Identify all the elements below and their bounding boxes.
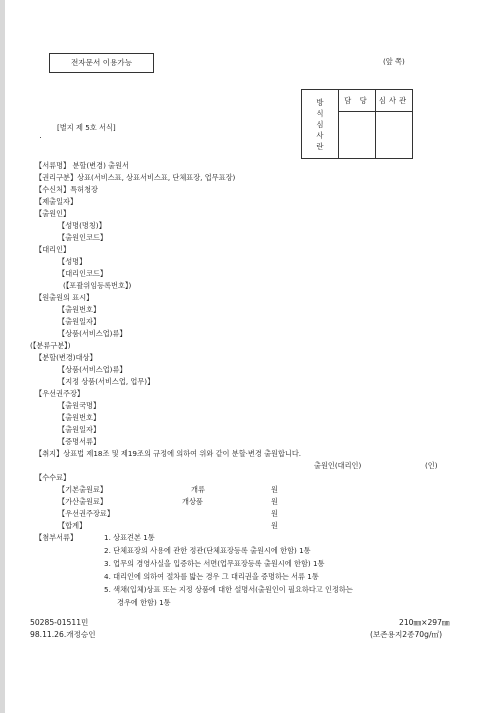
form-line: 【우선권주장】	[35, 389, 85, 398]
form-line: 【출원인】	[35, 209, 71, 218]
form-line: 【가산출원료】	[58, 497, 108, 506]
tick-mark	[40, 137, 41, 138]
form-line: 【출원번호】	[58, 305, 101, 314]
page-side-label: (앞 쪽)	[383, 57, 405, 66]
form-line: (【포괄위임등록번호】)	[63, 281, 132, 290]
form-line: 개류	[191, 485, 205, 494]
form-line: 【우선권주장료】	[58, 509, 115, 518]
form-line: 【대리인】	[35, 245, 71, 254]
footer-revised: 98.11.26.개정승인	[30, 630, 96, 639]
form-line: 원	[271, 521, 278, 530]
form-line: 개상품	[182, 497, 203, 506]
role-examiner: 심사관	[376, 90, 413, 112]
form-line: 【증명서류】	[58, 437, 101, 446]
form-line: 【원출원의 표시】	[35, 293, 94, 302]
sign-examiner-cell[interactable]	[376, 111, 413, 158]
form-line: 출원인(대리인)	[314, 461, 362, 470]
role-staff: 담 당	[339, 90, 376, 112]
form-line: 4. 대리인에 의하여 절차를 밟는 경우 그 대리권을 증명하는 서류 1통	[104, 572, 319, 581]
form-line: 【출원일자】	[58, 425, 101, 434]
form-number: [별지 제 5호 서식]	[57, 123, 116, 132]
left-margin-bar	[0, 0, 5, 713]
form-line: 【첨부서류】	[35, 533, 78, 542]
form-line: 【출원번호】	[58, 413, 101, 422]
approval-char: 식	[316, 108, 324, 118]
form-line: 【권리구분】상표(서비스표, 상표서비스표, 단체표장, 업무표장)	[35, 173, 236, 182]
form-line: 【기본출원료】	[58, 485, 108, 494]
footer-paper: (보존용지2종70g/㎡)	[370, 630, 443, 639]
form-line: 【수수료】	[35, 473, 71, 482]
form-line: 3. 업무의 경영사실을 입증하는 서면(업무표장등록 출원시에 한함) 1통	[104, 559, 325, 568]
form-line: 원	[271, 509, 278, 518]
form-line: 1. 상표견본 1통	[104, 533, 155, 542]
form-line: 【성명】	[58, 257, 87, 266]
form-line: 【취지】상표법 제18조 및 제19조의 규정에 의하여 위와 같이 분할·변경 출원합니다.	[35, 449, 302, 458]
footer-code: 50285-01511민	[30, 618, 89, 627]
form-line: 【제출일자】	[35, 197, 78, 206]
approval-char: 란	[316, 141, 324, 151]
form-line: 【성명(명칭)】	[58, 221, 106, 230]
form-line: 【수신처】특허청장	[35, 185, 98, 194]
form-line: (인)	[425, 461, 438, 470]
form-line: 2. 단체표장의 사용에 관한 정관(단체표장등록 출원시에 한함) 1통	[104, 546, 311, 555]
form-line: 【출원국명】	[58, 401, 101, 410]
form-line: 【대리인코드】	[58, 269, 108, 278]
form-line: 【합계】	[58, 521, 87, 530]
form-line: 【서류명】 분할(변경) 출원서	[35, 161, 129, 170]
form-line: 5. 색채(입체)상표 또는 지정 상품에 대한 설명서(출원인이 필요하다고 인정하는	[104, 585, 353, 594]
approval-char: 방	[316, 97, 324, 107]
approval-table	[301, 89, 413, 159]
approval-label	[302, 90, 339, 159]
footer-size: 210㎜×297㎜	[399, 618, 450, 627]
form-line: 【출원인코드】	[58, 233, 108, 242]
approval-char: 사	[316, 130, 324, 140]
form-line: 【출원일자】	[58, 317, 101, 326]
electronic-doc-box: 전자문서 이용가능	[49, 53, 154, 73]
form-line: 【지정 상품(서비스업, 업무)】	[58, 377, 155, 386]
approval-char: 심	[316, 119, 324, 129]
form-line: 【분할(변경)대상】	[35, 353, 97, 362]
form-line: 원	[271, 485, 278, 494]
form-line: 【상품(서비스업)류】	[58, 365, 127, 374]
form-line: 원	[271, 497, 278, 506]
form-line: 【상품(서비스업)류】	[58, 329, 127, 338]
sign-staff-cell[interactable]	[339, 111, 376, 158]
form-line: (【분류구분】)	[30, 341, 71, 350]
form-line: 경우에 한함) 1통	[117, 598, 171, 607]
